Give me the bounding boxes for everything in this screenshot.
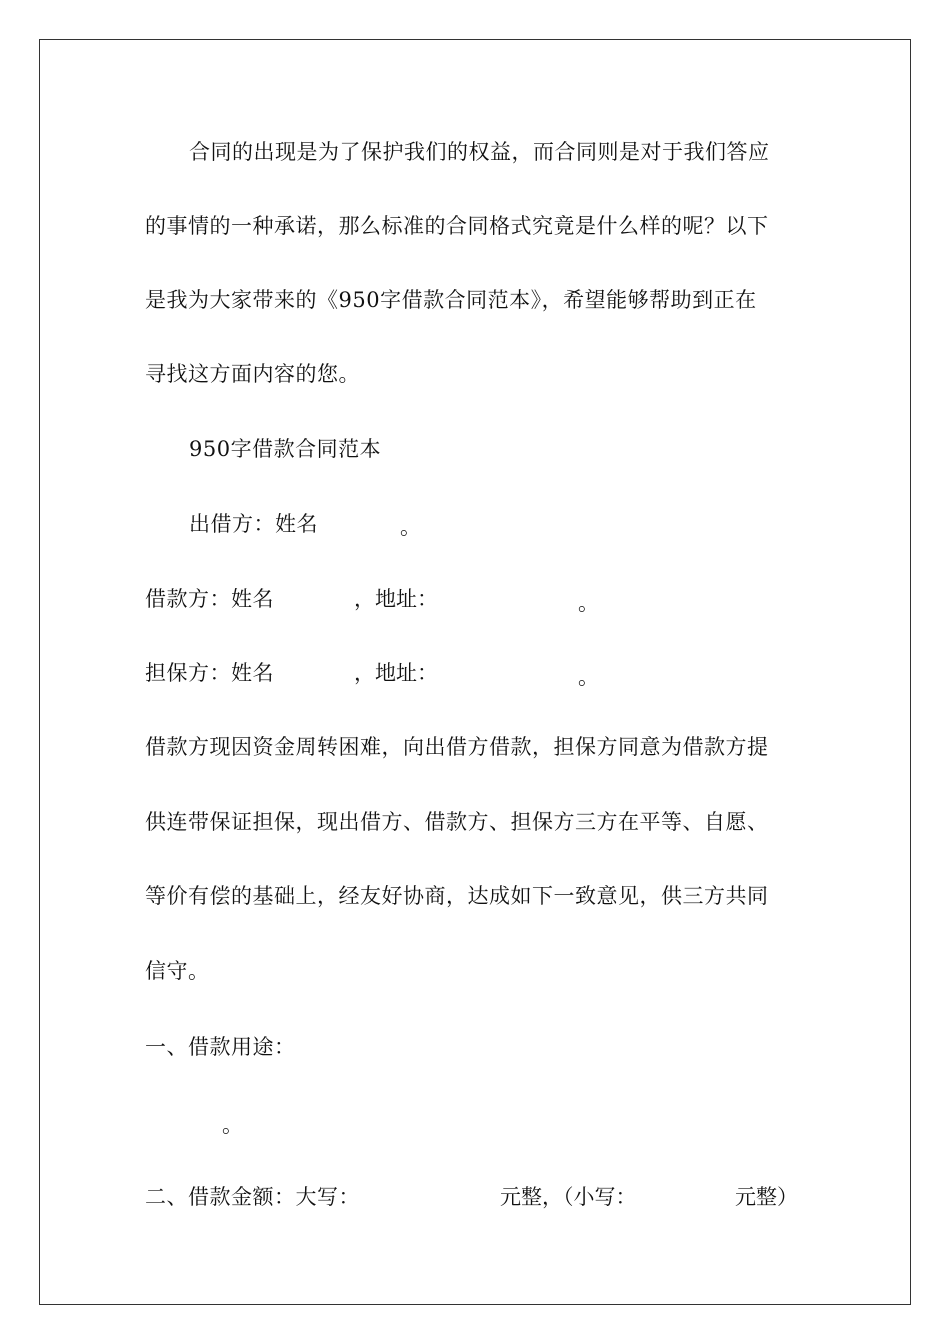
guarantor-end-mark: 。 [578,665,599,689]
section-2-unit-2: 元整） [735,1185,798,1209]
lender-end-mark: 。 [400,515,421,539]
intro-line-3: 是我为大家带来的《950字借款合同范本》，希望能够帮助到正在 [145,288,757,312]
section-2-amount-label: 二、借款金额：大写： [145,1185,360,1209]
lender-name-label: 出借方：姓名 [189,512,318,536]
intro-line-2: 的事情的一种承诺，那么标准的合同格式究竟是什么样的呢？以下 [145,214,769,238]
guarantor-name-label: 担保方：姓名 [145,661,274,685]
section-1-heading: 一、借款用途： [145,1035,296,1059]
preamble-line-4: 信守。 [145,959,210,983]
borrower-address-label: ，地址： [354,587,438,611]
preamble-line-2: 供连带保证担保，现出借方、借款方、担保方三方在平等、自愿、 [145,810,769,834]
guarantor-address-label: ，地址： [354,661,438,685]
borrower-name-label: 借款方：姓名 [145,587,274,611]
intro-line-1: 合同的出现是为了保护我们的权益，而合同则是对于我们答应 [189,140,770,164]
preamble-line-1: 借款方现因资金周转困难，向出借方借款，担保方同意为借款方提 [145,735,769,759]
borrower-end-mark: 。 [578,591,599,615]
section-2-unit-1: 元整，（小写： [500,1185,637,1209]
document-title: 950字借款合同范本 [189,437,382,461]
section-1-end-mark: 。 [222,1113,243,1137]
preamble-line-3: 等价有偿的基础上，经友好协商，达成如下一致意见，供三方共同 [145,884,769,908]
intro-line-4: 寻找这方面内容的您。 [145,362,360,386]
